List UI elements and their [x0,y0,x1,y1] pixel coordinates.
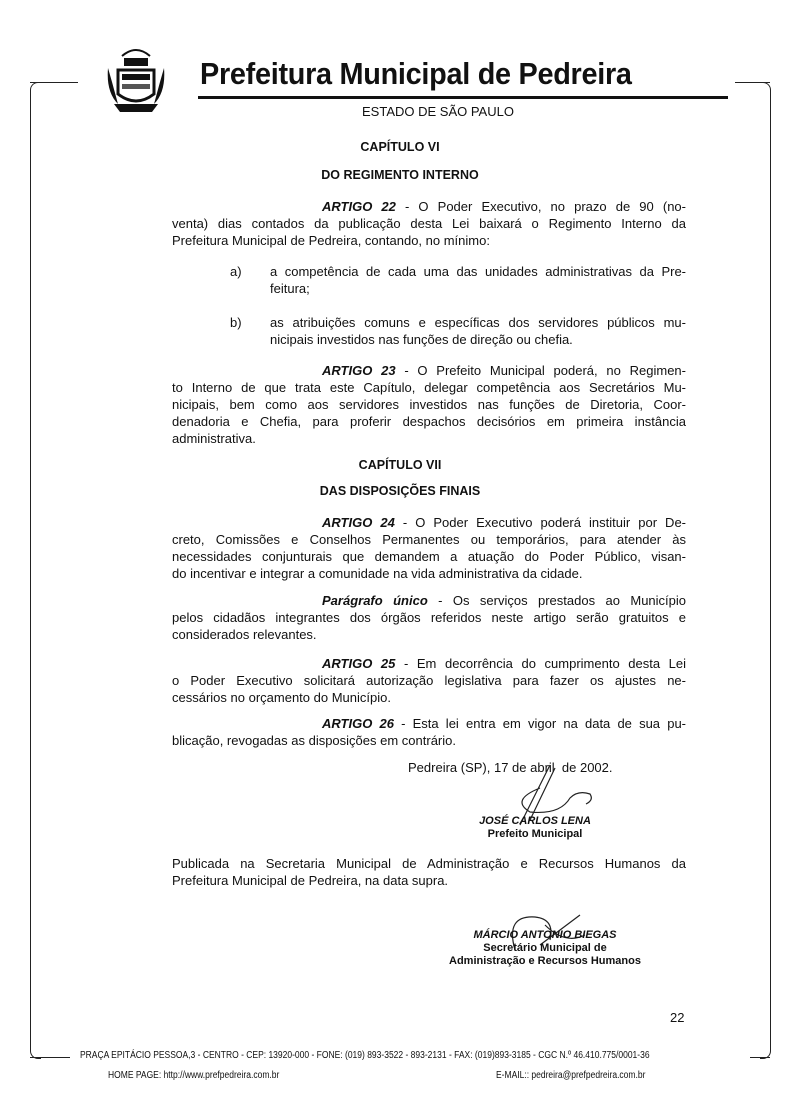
line: - O Poder Executivo, no prazo de 90 (no- [395,199,686,214]
list-item [232,263,686,297]
line: Prefeitura Municipal de Pedreira, contando, no mínimo: [172,233,490,248]
header-state: ESTADO DE SÃO PAULO [362,104,514,119]
frame-line [30,1057,70,1058]
article-22 [172,198,686,249]
signer-role: Administração e Recursos Humanos [449,955,641,967]
chapter-subtitle: DO REGIMENTO INTERNO [321,168,479,182]
line: cessários no orçamento do Município. [172,690,391,705]
header-underline [198,96,728,99]
signer2 [430,929,660,968]
article-24 [172,514,686,582]
chapter-subtitle: DAS DISPOSIÇÕES FINAIS [319,484,481,498]
frame-line [750,1057,770,1058]
line: do incentivar e integrar a comunidade na vida administrativa da cidade. [172,566,583,581]
line: nicipais investidos nas funções de direção ou chefia. [270,332,573,347]
header-title: Prefeitura Municipal de Pedreira [200,56,632,91]
footer-homepage: HOME PAGE: http://www.prefpedreira.com.br [108,1070,280,1081]
paragrafo-unico [172,592,686,643]
line: as atribuições comuns e específicas dos servidores públicos mu- [270,315,686,330]
line: - Os serviços prestados ao Município [427,593,686,608]
line: to Interno de que trata este Capítulo, delegar competência aos Secretários Mu- [172,380,686,395]
signer-name: JOSÉ CARLOS LENA [479,815,591,827]
article-23 [172,362,686,447]
line: nicipais, bem como aos servidores investidos nas funções de Diretoria, Coor- [172,397,686,412]
date-line: Pedreira (SP), 17 de abril de 2002. [408,760,613,775]
article-label: ARTIGO 25 [322,656,396,671]
article-label: ARTIGO 26 [322,716,394,731]
line: - Esta lei entra em vigor na data de sua pu- [393,716,686,731]
line: Prefeitura Municipal de Pedreira, na data supra. [172,873,449,888]
footer-address: PRAÇA EPITÁCIO PESSOA,3 - CENTRO - CEP: 13920-000 - FONE: (019) 893-3522 - 893-2131 - FAX: (019)893-3185 - CGC N.º 46.410.775/0001-36 [80,1050,650,1061]
line: - Em decorrência do cumprimento desta Lei [395,656,686,671]
line: necessidades conjunturais que demandem a atuação do Poder Público, visan- [172,549,686,564]
line: venta) dias contados da publicação desta Lei baixará o Regimento Interno da [172,216,686,231]
article-label: ARTIGO 23 [322,363,396,378]
line: creto, Comissões e Conselhos Permanentes ou temporários, para atender às [172,532,686,547]
coat-of-arms-logo [104,42,168,118]
line: a competência de cada uma das unidades administrativas da Pre- [270,264,686,279]
publication-note [172,855,686,889]
signer1 [450,815,620,841]
chapter-title: CAPÍTULO VI [360,140,440,154]
article-label: ARTIGO 24 [322,515,395,530]
line: - O Poder Executivo poderá instituir por De- [394,515,687,530]
signer-role: Secretário Municipal de [483,942,607,954]
line: blicação, revogadas as disposições em contrário. [172,733,456,748]
article-26 [172,715,686,749]
line: - O Prefeito Municipal poderá, no Regimen- [395,363,686,378]
signer-name: MÁRCIO ANTONIO BIEGAS [473,929,617,941]
footer-email: E-MAIL:: pedreira@prefpedreira.com.br [496,1070,646,1081]
line: considerados relevantes. [172,627,317,642]
line: o Poder Executivo solicitará autorização legislativa para fazer os ajustes ne- [172,673,686,688]
line: Publicada na Secretaria Municipal de Administração e Recursos Humanos da [172,856,686,871]
line: feitura; [270,281,310,296]
page-number: 22 [670,1010,685,1025]
chapter-title: CAPÍTULO VII [358,458,442,472]
article-label: ARTIGO 22 [322,199,396,214]
list-item [232,314,686,348]
article-label: Parágrafo único [322,593,428,608]
item-label: a) [230,264,242,279]
article-25 [172,655,686,706]
line: denadoria e Chefia, para proferir despachos decisórios em primeira instância [172,414,686,429]
frame-left [30,82,41,1059]
signer-role: Prefeito Municipal [487,828,583,840]
line: pelos cidadãos integrantes dos órgãos referidos neste artigo serão gratuitos e [172,610,686,625]
line: administrativa. [172,431,256,446]
frame-right [760,82,771,1059]
item-label: b) [230,315,242,330]
